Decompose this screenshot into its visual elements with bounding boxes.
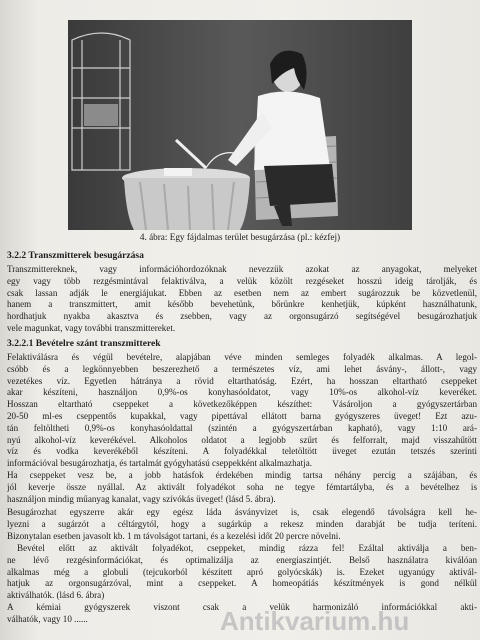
text-line: lyezni a sugárzót a céltárgytól, hogy a sugárkúp a rekesz minden darabját be tudja teríteni. bbox=[7, 518, 477, 529]
text-line: vezetékes víz. Egyetlen hátránya a rövid eltarthatóság. Ezért, ha hosszan eltartható cseppeket bbox=[7, 375, 477, 386]
text-line: hanem a transzmittert, amit később bevehetünk, bőrünkre kenhetjük, kúpként használhatunk, bbox=[7, 299, 477, 310]
text-line: A kémiai gyógyszerek viszont csak a velük harmonizáló információkkal akti- bbox=[7, 601, 477, 612]
text-line: Bevétel előtt az aktivált folyadékot, cseppeket, mindig rázza fel! Ezáltal aktiválja a ben- bbox=[17, 543, 477, 553]
text-line: aktiválhatók. (lásd 6. ábra) bbox=[7, 590, 105, 601]
figure-caption: 4. ábra: Egy fájdalmas terület besugárzása (pl.: kézfej) bbox=[139, 232, 341, 242]
text-line: csak lassan adják le energiájukat. Ebben az esetben nem az embert sugározzuk be közvetlenül, bbox=[7, 287, 477, 298]
text-line: jól keverje össze nyállal. Az aktivált folyadékot soha ne tegye fémtartályba, és a bevételhez is bbox=[7, 481, 477, 492]
text-line: tán feltöltheti 0,9%-os konyhasóoldattal (szintén a gyógyszertárban kapható), vagy 1:10 ará- bbox=[7, 422, 477, 433]
text-line: csóbb és a legkönnyebben beszerezhető a természetes víz, ami lehet ásvány-, állott-, vagy bbox=[7, 363, 477, 374]
section-heading-3-2-2-1: 3.2.2.1 Bevételre szánt transzmitterek bbox=[7, 338, 161, 349]
text-line: Transzmittereknek, vagy információhordozóknak nevezzük azokat az anyagokat, melyeket bbox=[7, 264, 477, 274]
text-line: válhatók, vagy 10 ...... bbox=[7, 613, 88, 624]
paragraph-transzmitterek bbox=[7, 264, 477, 335]
figure-photo bbox=[68, 20, 412, 230]
text-line: információval besugározhatja, és tartalmát gyógyhatású cseppekként alkalmazhatja. bbox=[7, 458, 313, 469]
text-line: alkalmas még a globuli (tejcukorból készített apró golyócskák) is. Ezeket ugyanúgy aktivál- bbox=[7, 566, 477, 577]
paragraph-felaktivalas bbox=[7, 352, 477, 505]
watermark: Antikvarium.hu bbox=[220, 606, 410, 636]
text-line: vele magunkat, vagy további transzmittereket. bbox=[7, 322, 176, 333]
text-line: Ha cseppeket vesz be, a jobb hatásfok érdekében mindig tartsa néhány percig a szájában, és bbox=[7, 469, 477, 480]
text-line: hordhatjuk nyakba akasztva és zsebben, vagy az orgonsugárzó segítségével besugározhatjuk bbox=[7, 311, 477, 322]
text-line: egy vagy több rezgésmintával felaktiválva, a velük közölt rezgéseket hosszú ideig tárolják, és bbox=[7, 275, 477, 286]
text-line: Hosszan eltartható cseppeket a következőképpen készíthet: Vásároljon a gyógyszertárban bbox=[7, 399, 477, 410]
text-line: hatjuk az orgonsugárzóval, mint a cseppeket. A homeopátiás készítmények is gond nélkül bbox=[7, 578, 477, 589]
text-line: 20-50 ml-es cseppentős kupakkal, vagy pipettával ellátott barna gyógyszeres üveget! Ezt azu- bbox=[7, 410, 477, 421]
paragraph-besugarozhat bbox=[7, 507, 477, 542]
text-line: Felaktiválásra és végül bevételre, alapjában véve minden semleges folyadék alkalmas. A legol- bbox=[7, 352, 477, 362]
text-line: nyú alkohol-víz keverékével. Alkoholos oldatot a legjobb szűrt és felforralt, majd visszahűtött bbox=[7, 434, 477, 445]
text-line: Besugározhat egyszerre akár egy egész láda ásványvizet is, csak elegendő távolságra kell he- bbox=[7, 507, 477, 517]
section-heading-3-2-2: 3.2.2 Transzmitterek besugárzása bbox=[7, 250, 144, 261]
text-line: használjon mindig műanyag kanalat, vagy szívókás üveget! (lásd 5. ábra). bbox=[7, 493, 276, 504]
text-line: akar készíteni, használjon 0,9%-os konyhasóoldatot, vagy 10%-os alkohol-víz keveréket. bbox=[7, 387, 477, 398]
text-line: ne lévő rezgésinformációkat, és optimalizálja az energiaszintjét. Belső használatra kiválóan bbox=[7, 554, 477, 565]
text-line: Bizonytalan esetben javasolt kb. 1 m távolságot tartani, és a kezelési időt 20 percre növelni. bbox=[7, 530, 341, 541]
text-line: víz és vodka keverékéből készíteni. A folyadékkal teletöltött üveget ezután tetszés szerinti bbox=[7, 446, 477, 457]
